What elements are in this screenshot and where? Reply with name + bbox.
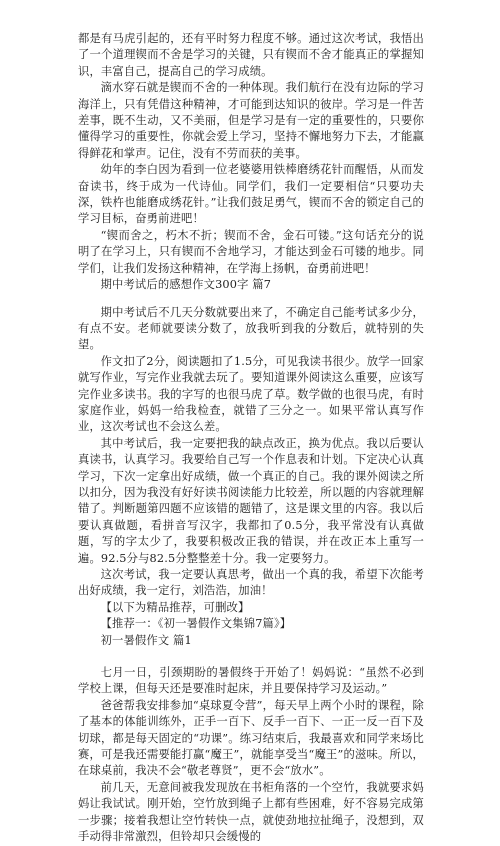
paragraph-9: 七月一日，引颈期盼的暑假终于开始了！妈妈说：“虽然不必到学校上课，但每天还是要准时起床，并且要保持学习及运动。” <box>78 666 424 696</box>
recommend-line: 【以下为精品推荐，可删改】 <box>100 600 250 614</box>
spacer <box>78 649 424 665</box>
paragraph-7: 其中考试后，我一定要把我的缺点改正，换为优点。我以后要认真读书，认真学习。我要给自己写一个作息表和计划。下定决心认真学习，下次一定拿出好成绩，做一个真正的自己。我的课外阅读之所以扣分，因为我没有好好读书阅读能力比较差，所以题的内容就理解错了。判断题第四题不应该错的题错了，这是课文里的内容。我以后要认真做题，看拼音写汉字，我都扣了0.5分，我平常没有认真做题，写的字太少了，我要积极改正我的错误，并在改正本上重写一遍。92.5分与82.5分整整差十分。我一定要努力。 <box>78 436 424 565</box>
essay-title-1: 初一暑假作文 篇1 <box>100 633 192 647</box>
paragraph-3: 幼年的李白因为看到一位老婆婆用铁棒磨绣花针而醒悟，从而发奋读书，终于成为一代诗仙。同学们，我们一定要相信“只要功夫深，铁杵也能磨成绣花针。”让我们鼓足勇气，锲而不舍的锁定自己的学习目标，奋勇前进吧！ <box>78 163 424 226</box>
paragraph-5: 期中考试后不几天分数就要出来了，不确定自己能考试多少分，有点不安。老师就要读分数了，放我听到我的分数后，就特别的失望。 <box>78 305 424 352</box>
paragraph-11: 前几天，无意间被我发现放在书柜角落的一个空竹，我就要求妈妈让我试试。刚开始，空竹放到绳子上都有些困难，好不容易完成第一步骤；接着我想让空竹转快一点，就使劲地拉扯绳子，没想到，双手动得非常激烈，但铃却只会缓慢的 <box>78 780 424 844</box>
document-page <box>78 31 424 846</box>
spacer <box>78 294 424 305</box>
paragraph-1: 都是有马虎引起的，还有平时努力程度不够。通过这次考试，我悟出了一个道理锲而不舍是学习的关键，只有锲而不舍才能真正的掌握知识，丰富自己，提高自己的学习成绩。 <box>78 32 424 78</box>
paragraph-6: 作文扣了2分，阅读题扣了1.5分，可见我读书很少。放学一回家就写作业，写完作业我就去玩了。要知道课外阅读这么重要，应该写完作业多读书。我的字写的也很马虎了草。数学做的也很马虎，有时家庭作业，妈妈一给我检查，就错了三分之一。如果平常认真写作业，这次考试也不会这么差。 <box>78 354 424 434</box>
paragraph-10: 爸爸帮我安排参加“桌球夏令营”，每天早上两个小时的课程，除了基本的体能训练外，正手一百下、反手一百下、一正一反一百下及切球，都是每天固定的“功课”。练习结束后，我最喜欢和同学来场比赛，可是我还需要能打赢“魔王”，就能享受当“魔王”的滋味。所以，在球桌前，我决不会“敬老尊贤”，更不会“放水”。 <box>78 698 424 778</box>
paragraph-8: 这次考试，我一定要认真思考，做出一个真的我，希望下次能考出好成绩，我一定行，刘浩浩，加油！ <box>78 568 424 598</box>
paragraph-4: “锲而舍之，朽木不折；锲而不舍，金石可镂。”这句话充分的说明了在学习上，只有锲而不舍地学习，才能达到金石可镂的地步。同学们，让我们发扬这种精神，在学海上扬帆，奋勇前进吧！ <box>78 228 424 275</box>
paragraph-2: 滴水穿石就是锲而不舍的一种体现。我们航行在没有边际的学习海洋上，只有凭借这种精神，才可能到达知识的彼岸。学习是一件苦差事，既不生动，又不美丽，但是学习是有一定的重要性的，只要你懂得学习的重要性，你就会爱上学习，坚持不懈地努力下去，才能赢得鲜花和掌声。记住，没有不劳而获的美事。 <box>78 81 424 160</box>
essay-title-7: 期中考试后的感想作文300字 篇7 <box>100 278 272 292</box>
recommend-title: 【推荐一：《初一暑假作文集锦7篇》】 <box>100 617 292 631</box>
